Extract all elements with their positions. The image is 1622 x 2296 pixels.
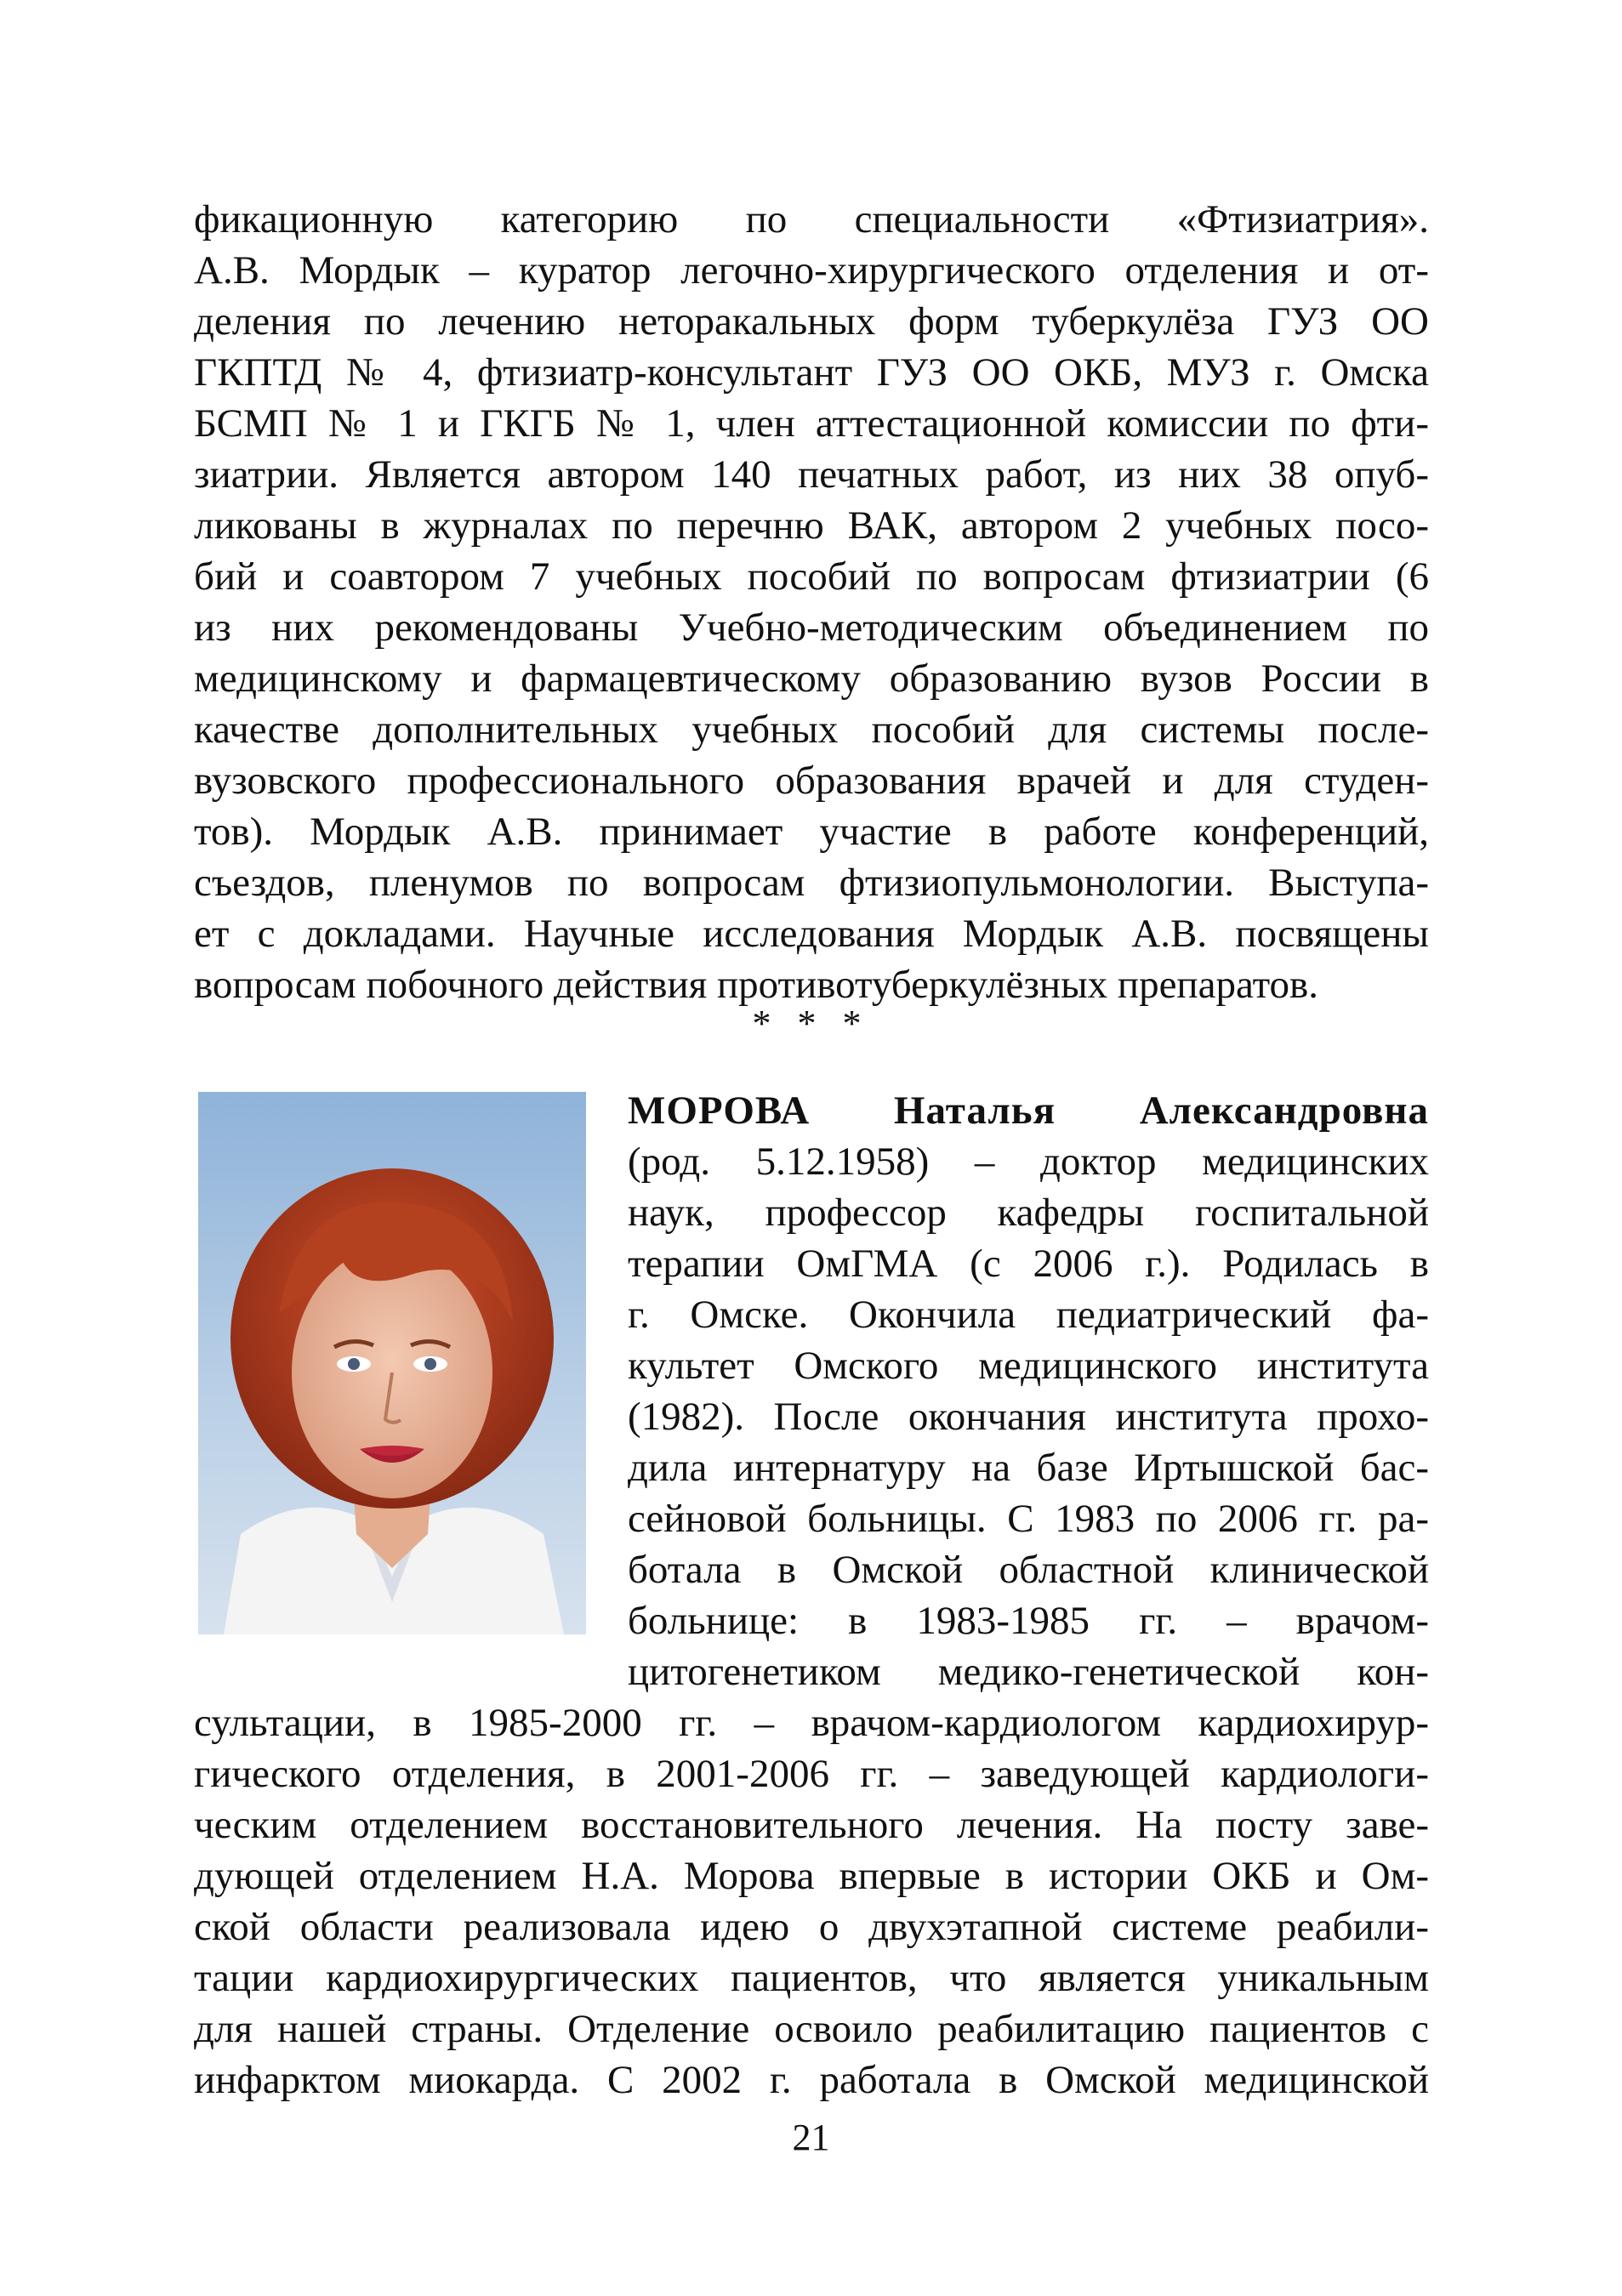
text-line: медицинскому и фармацевтическому образованию вузов России в — [194, 656, 1429, 701]
bio-heading: МОРОВА Наталья Александровна — [628, 1088, 1429, 1133]
text-line: сейновой больницы. С 1983 по 2006 гг. ра- — [628, 1497, 1429, 1541]
text-line: фикационную категорию по специальности «Фтизиатрия». — [194, 197, 1429, 242]
text-line: качестве дополнительных учебных пособий для системы после- — [194, 708, 1429, 752]
text-line: ликованы в журналах по перечню ВАК, автором 2 учебных посо- — [194, 503, 1429, 548]
text-line: вопросам побочного действия противотуберкулёзных препаратов. — [194, 963, 1318, 1007]
text-line: больнице: в 1983-1985 гг. – врачом- — [628, 1599, 1429, 1643]
text-line: дила интернатуру на базе Иртышской бас- — [628, 1446, 1429, 1490]
text-line: наук, профессор кафедры госпитальной — [628, 1191, 1429, 1235]
text-line: для нашей страны. Отделение освоило реабилитацию пациентов с — [194, 2007, 1429, 2051]
text-line: съездов, пленумов по вопросам фтизиопульмонологии. Выступа- — [194, 861, 1429, 905]
text-line: ческим отделением восстановительного лечения. На посту заве- — [194, 1803, 1429, 1847]
text-line: тов). Мордык А.В. принимает участие в работе конференций, — [194, 810, 1429, 854]
text-line: (1982). После окончания института прохо- — [628, 1395, 1429, 1439]
text-line: ботала в Омской областной клинической — [628, 1548, 1429, 1592]
section-separator: * * * — [752, 1003, 870, 1044]
text-line: терапии ОмГМА (с 2006 г.). Родилась в — [628, 1242, 1429, 1286]
text-line: ской области реализовала идею о двухэтапной системе реабили- — [194, 1905, 1429, 1949]
text-line: ет с докладами. Научные исследования Мордык А.В. посвящены — [194, 912, 1429, 956]
page-number: 21 — [792, 2117, 830, 2158]
text-line: дующей отделением Н.А. Морова впервые в истории ОКБ и Ом- — [194, 1854, 1429, 1898]
portrait-photo — [198, 1092, 586, 1634]
text-line: из них рекомендованы Учебно-методическим объединением по — [194, 605, 1429, 650]
text-line: тации кардиохирургических пациентов, что является уникальным — [194, 1956, 1429, 2000]
text-line: цитогенетиком медико-генетической кон- — [628, 1650, 1429, 1694]
text-line: БСМП № 1 и ГКГБ № 1, член аттестационной комиссии по фти- — [194, 401, 1429, 446]
text-line: г. Омске. Окончила педиатрический фа- — [628, 1293, 1429, 1337]
text-line: (род. 5.12.1958) – доктор медицинских — [628, 1139, 1429, 1184]
text-line: бий и соавтором 7 учебных пособий по вопросам фтизиатрии (6 — [194, 554, 1429, 599]
text-line: зиатрии. Является автором 140 печатных работ, из них 38 опуб- — [194, 452, 1429, 497]
text-line: деления по лечению неторакальных форм туберкулёза ГУЗ ОО — [194, 299, 1429, 344]
text-line: гического отделения, в 2001-2006 гг. – заведующей кардиологи- — [194, 1752, 1429, 1796]
text-line: сультации, в 1985-2000 гг. – врачом-кардиологом кардиохирур- — [194, 1701, 1429, 1745]
text-line: ГКПТД № 4, фтизиатр-консультант ГУЗ ОО ОКБ, МУЗ г. Омска — [194, 350, 1429, 395]
text-line: вузовского профессионального образования врачей и для студен- — [194, 759, 1429, 803]
text-line: культет Омского медицинского института — [628, 1344, 1429, 1388]
text-line: А.В. Мордык – куратор легочно-хирургического отделения и от- — [194, 248, 1429, 293]
text-line: инфарктом миокарда. С 2002 г. работала в Омской медицинской — [194, 2058, 1429, 2102]
